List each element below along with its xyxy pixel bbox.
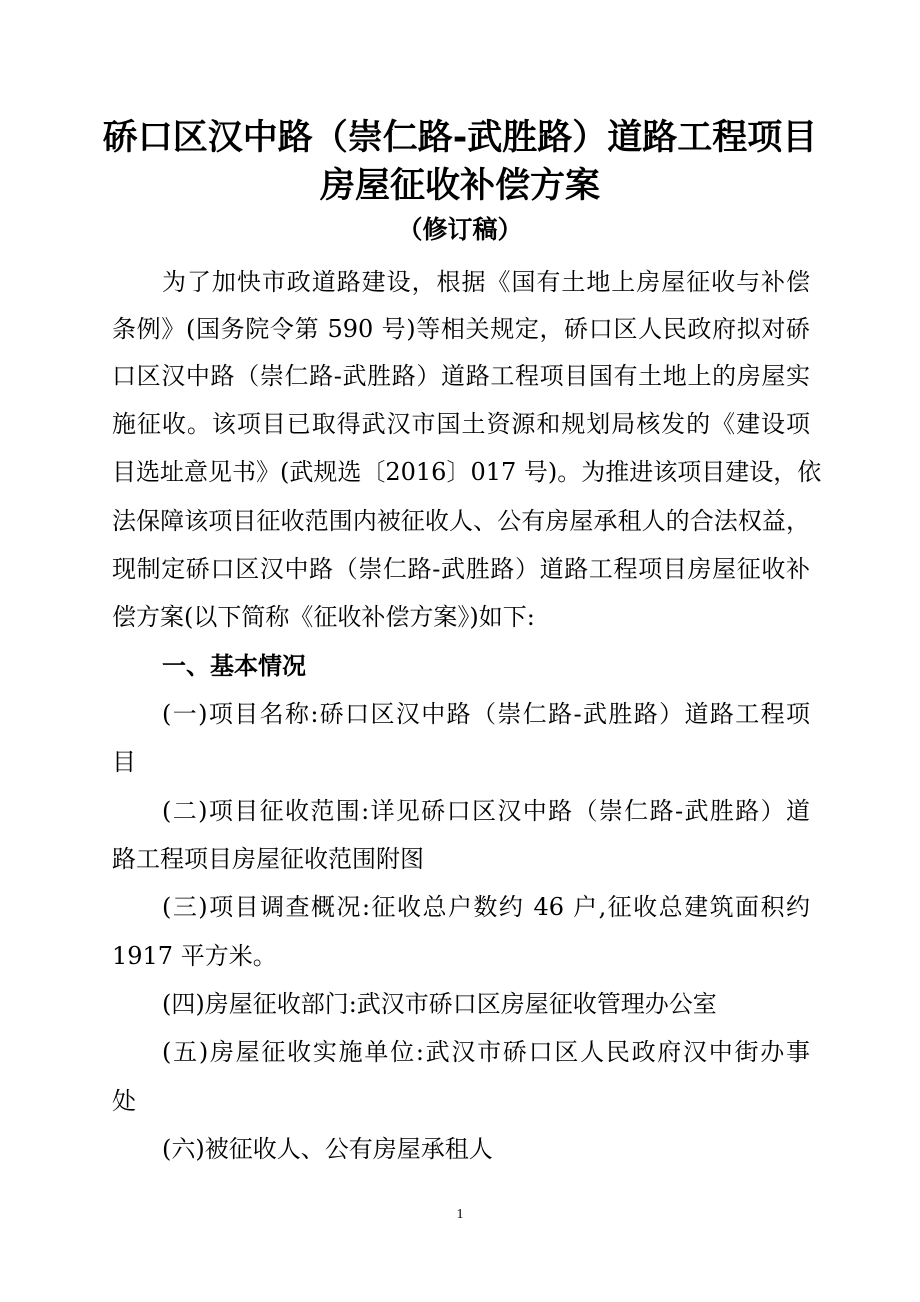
item-implementing-unit: (五)房屋征收实施单位:武汉市硚口区人民政府汉中街办事 — [162, 1038, 810, 1066]
item-survey-overview: (三)项目调查概况:征收总户数约 46 户,征收总建筑面积约 — [162, 893, 810, 921]
document-subtitle: （修订稿） — [397, 215, 523, 244]
item-project-name: (一)项目名称:硚口区汉中路（崇仁路-武胜路）道路工程项 — [162, 700, 810, 728]
intro-line: 偿方案(以下简称《征收补偿方案》)如下: — [112, 603, 535, 631]
item-expropriation-scope-cont: 路工程项目房屋征收范围附图 — [112, 845, 424, 873]
item-implementing-unit-cont: 处 — [112, 1087, 136, 1115]
intro-line: 条例》(国务院令第 590 号)等相关规定，硚口区人民政府拟对硚 — [112, 315, 810, 343]
intro-line: 现制定硚口区汉中路（崇仁路-武胜路）道路工程项目房屋征收补 — [112, 555, 810, 583]
item-expropriated-persons: (六)被征收人、公有房屋承租人 — [162, 1135, 493, 1163]
intro-line: 目选址意见书》(武规选〔2016〕017 号)。为推进该项目建设，依 — [112, 458, 822, 486]
document-title-line-1: 硚口区汉中路（崇仁路-武胜路）道路工程项目 — [102, 118, 818, 158]
item-survey-overview-cont: 1917 平方米。 — [112, 942, 277, 970]
intro-line: 法保障该项目征收范围内被征收人、公有房屋承租人的合法权益， — [112, 507, 810, 535]
item-expropriation-department: (四)房屋征收部门:武汉市硚口区房屋征收管理办公室 — [162, 990, 717, 1018]
section-heading-basic-info: 一、基本情况 — [162, 652, 306, 680]
intro-line: 施征收。该项目已取得武汉市国土资源和规划局核发的《建设项 — [112, 410, 810, 438]
item-expropriation-scope: (二)项目征收范围:详见硚口区汉中路（崇仁路-武胜路）道 — [162, 797, 810, 825]
document-title-line-2: 房屋征收补偿方案 — [319, 166, 600, 206]
item-project-name-cont: 目 — [112, 748, 136, 776]
page-number: 1 — [456, 1207, 464, 1222]
intro-line: 口区汉中路（崇仁路-武胜路）道路工程项目国有土地上的房屋实 — [112, 362, 810, 390]
intro-line: 为了加快市政道路建设，根据《国有土地上房屋征收与补偿 — [162, 268, 810, 296]
